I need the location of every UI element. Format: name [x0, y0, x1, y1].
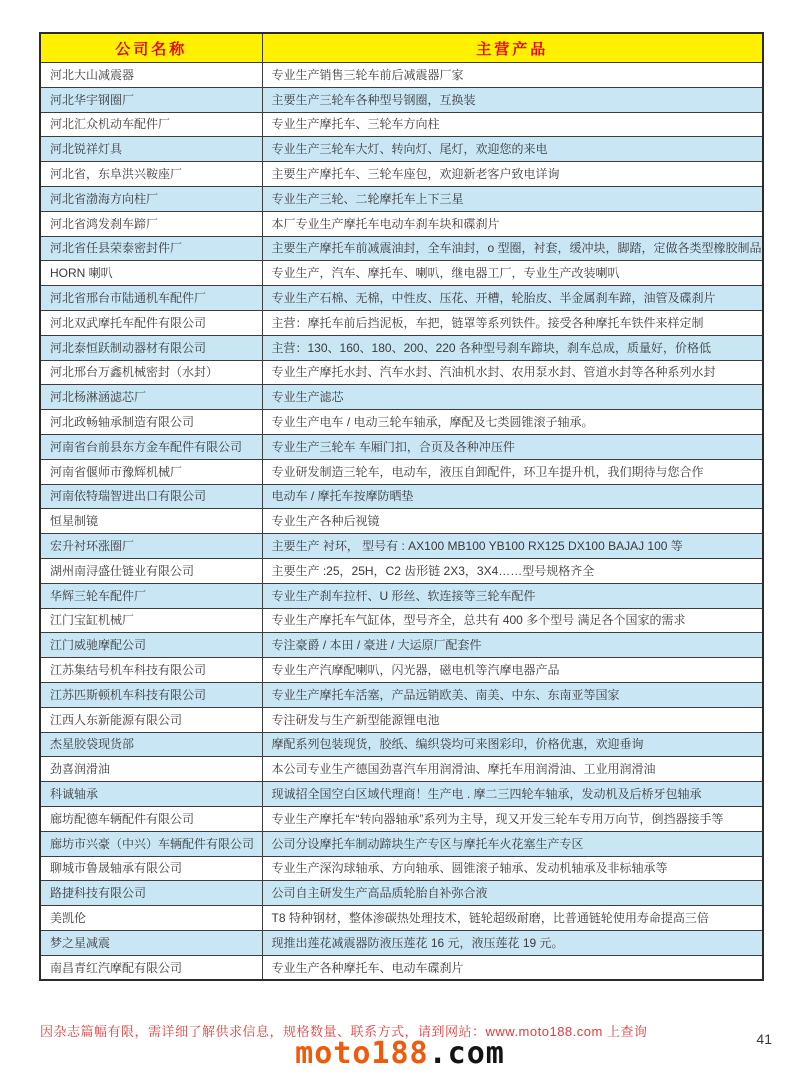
main-products-cell: 专业生产各种摩托车、电动车碟刹片 — [262, 955, 763, 980]
company-name-cell: 美凯伦 — [40, 906, 262, 931]
table-row — [40, 87, 763, 112]
company-name-cell: 杰星胶袋现货部 — [40, 732, 262, 757]
table-row — [40, 509, 763, 534]
main-products-cell: 摩配系列包装现货，胶纸、编织袋均可来图彩印，价格优惠，欢迎垂询 — [262, 732, 763, 757]
table-row — [40, 385, 763, 410]
main-products-cell: 专业生产各种后视镜 — [262, 509, 763, 534]
company-name-cell: 南昌青红汽摩配有限公司 — [40, 955, 262, 980]
company-name-cell: 河北泰恒跃制动器材有限公司 — [40, 335, 262, 360]
main-products-cell: 专业研发制造三轮车，电动车，液压自卸配件，环卫车提升机，我们期待与您合作 — [262, 459, 763, 484]
table-row — [40, 186, 763, 211]
company-name-cell: 宏升衬环涨圈厂 — [40, 534, 262, 559]
main-products-cell: 专业生产摩托水封、汽车水封、汽油机水封、农用泵水封、管道水封等各种系列水封 — [262, 360, 763, 385]
company-name-cell: 河北省渤海方向柱厂 — [40, 186, 262, 211]
table-row — [40, 682, 763, 707]
table-body — [40, 63, 763, 981]
table-row — [40, 434, 763, 459]
table-row — [40, 906, 763, 931]
table-row — [40, 410, 763, 435]
company-name-cell: 河北政畅轴承制造有限公司 — [40, 410, 262, 435]
table-row — [40, 335, 763, 360]
logo-brand-text: moto188 — [295, 1036, 429, 1071]
main-products-cell: 主要生产 衬环， 型号有 : AX100 MB100 YB100 RX125 DX100 BAJAJ 100 等 — [262, 534, 763, 559]
main-products-cell: 主要生产 :25，25H，C2 齿形链 2X3，3X4……型号规格齐全 — [262, 558, 763, 583]
table-row — [40, 856, 763, 881]
table-row — [40, 732, 763, 757]
main-products-cell: 专业生产三轮车 车厢门扣，合页及各种冲压件 — [262, 434, 763, 459]
table-row — [40, 881, 763, 906]
company-name-cell: 恒星制镜 — [40, 509, 262, 534]
supplier-directory — [39, 32, 762, 981]
footer-notice: 因杂志篇幅有限，需详细了解供求信息，规格数量、联系方式，请到网站：www.moto188.com 上查询 — [40, 1024, 648, 1039]
table-row — [40, 757, 763, 782]
table-row — [40, 261, 763, 286]
main-products-cell: T8 特种钢材，整体渗碳热处理技术，链轮超级耐磨，比普通链轮使用寿命提高三倍 — [262, 906, 763, 931]
column-header-company: 公司名称 — [40, 33, 262, 63]
main-products-cell: 专业生产摩托车活塞，产品远销欧美、南美、中东、东南亚等国家 — [262, 682, 763, 707]
company-name-cell: 江门宝缸机械厂 — [40, 608, 262, 633]
company-name-cell: 河南省偃师市豫辉机械厂 — [40, 459, 262, 484]
main-products-cell: 主要生产摩托车前减震油封，全车油封，o 型圈，衬套，缓冲块，脚踏，定做各类型橡胶制品 — [262, 236, 763, 261]
table-row — [40, 955, 763, 980]
company-name-cell: 华辉三轮车配件厂 — [40, 583, 262, 608]
main-products-cell: 专业生产石棉、无棉，中性皮、压花、开槽，轮胎皮、半金属刹车蹄，油管及碟刹片 — [262, 286, 763, 311]
page-number: 41 — [756, 1031, 772, 1047]
table-row — [40, 806, 763, 831]
company-name-cell: 河北杨淋涵滤芯厂 — [40, 385, 262, 410]
main-products-cell: 主要生产三轮车各种型号钢圈，互换装 — [262, 87, 763, 112]
table-row — [40, 558, 763, 583]
table-row — [40, 162, 763, 187]
company-name-cell: 科诚轴承 — [40, 782, 262, 807]
main-products-cell: 专业生产刹车拉杆、U 形丝、软连接等三轮车配件 — [262, 583, 763, 608]
main-products-cell: 本公司专业生产德国劲喜汽车用润滑油、摩托车用润滑油、工业用润滑油 — [262, 757, 763, 782]
table-row — [40, 484, 763, 509]
table-row — [40, 930, 763, 955]
company-name-cell: 河北省，东阜洪兴鞍座厂 — [40, 162, 262, 187]
main-products-cell: 专业生产滤芯 — [262, 385, 763, 410]
main-products-cell: 专业生产摩托车气缸体，型号齐全，总共有 400 多个型号 满足各个国家的需求 — [262, 608, 763, 633]
company-name-cell: 河北双武摩托车配件有限公司 — [40, 310, 262, 335]
company-name-cell: 廊坊市兴豪（中兴）车辆配件有限公司 — [40, 831, 262, 856]
main-products-cell: 专注研发与生产新型能源锂电池 — [262, 707, 763, 732]
company-name-cell: 河北华宇钢圈厂 — [40, 87, 262, 112]
company-name-cell: 河南依特瑞智进出口有限公司 — [40, 484, 262, 509]
table-row — [40, 534, 763, 559]
main-products-cell: 专业生产电车 / 电动三轮车轴承，摩配及七类圆锥滚子轴承。 — [262, 410, 763, 435]
main-products-cell: 公司自主研发生产高品质轮胎自补弥合液 — [262, 881, 763, 906]
table-row — [40, 583, 763, 608]
company-name-cell: 河北锐祥灯具 — [40, 137, 262, 162]
table-row — [40, 782, 763, 807]
company-name-cell: 聊城市鲁晟轴承有限公司 — [40, 856, 262, 881]
main-products-cell: 现诚招全国空白区域代理商！生产电 . 摩二三四轮车轴承，发动机及后桥牙包轴承 — [262, 782, 763, 807]
column-header-products: 主营产品 — [262, 33, 763, 63]
table-row — [40, 633, 763, 658]
company-name-cell: 河南省台前县东方金车配件有限公司 — [40, 434, 262, 459]
table-row — [40, 360, 763, 385]
company-name-cell: 路捷科技有限公司 — [40, 881, 262, 906]
main-products-cell: 现推出莲花减震器防液压莲花 16 元，液压莲花 19 元。 — [262, 930, 763, 955]
company-name-cell: 江门威驰摩配公司 — [40, 633, 262, 658]
main-products-cell: 电动车 / 摩托车按摩防晒垫 — [262, 484, 763, 509]
company-name-cell: 河北邢台万鑫机械密封（水封） — [40, 360, 262, 385]
main-products-cell: 专业生产，汽车、摩托车、喇叭，继电器工厂，专业生产改装喇叭 — [262, 261, 763, 286]
table-row — [40, 211, 763, 236]
main-products-cell: 主要生产摩托车、三轮车座包，欢迎新老客户致电详询 — [262, 162, 763, 187]
table-row — [40, 608, 763, 633]
main-products-cell: 本厂专业生产摩托车电动车刹车块和碟刹片 — [262, 211, 763, 236]
company-name-cell: 河北省邢台市陆通机车配件厂 — [40, 286, 262, 311]
table-header-row — [40, 33, 763, 63]
company-name-cell: 湖州南浔盛仕链业有限公司 — [40, 558, 262, 583]
main-products-cell: 专业生产摩托车“转向器轴承”系列为主导，现又开发三轮车专用万向节，倒挡器接手等 — [262, 806, 763, 831]
main-products-cell: 专业生产摩托车、三轮车方向柱 — [262, 112, 763, 137]
table-row — [40, 459, 763, 484]
logo-tld-text: .com — [428, 1036, 505, 1071]
company-name-cell: 廊坊配德车辆配件有限公司 — [40, 806, 262, 831]
main-products-cell: 专业生产三轮车大灯、转向灯、尾灯，欢迎您的来电 — [262, 137, 763, 162]
moto188-logo — [0, 1036, 800, 1071]
table-row — [40, 707, 763, 732]
company-name-cell: HORN 喇叭 — [40, 261, 262, 286]
main-products-cell: 专业生产深沟球轴承、方向轴承、圆锥滚子轴承、发动机轴承及非标轴承等 — [262, 856, 763, 881]
table-row — [40, 63, 763, 88]
company-name-cell: 河北省任县荣泰密封件厂 — [40, 236, 262, 261]
company-name-cell: 河北大山减震器 — [40, 63, 262, 88]
main-products-cell: 专业生产汽摩配喇叭，闪光器，磁电机等汽摩电器产品 — [262, 658, 763, 683]
company-name-cell: 梦之星减震 — [40, 930, 262, 955]
company-name-cell: 劲喜润滑油 — [40, 757, 262, 782]
table-row — [40, 137, 763, 162]
main-products-cell: 主营：130、160、180、200、220 各种型号刹车蹄块，刹车总成，质量好，价格低 — [262, 335, 763, 360]
table-row — [40, 236, 763, 261]
company-name-cell: 河北汇众机动车配件厂 — [40, 112, 262, 137]
company-name-cell: 河北省鸿发刹车蹄厂 — [40, 211, 262, 236]
company-name-cell: 江苏集结号机车科技有限公司 — [40, 658, 262, 683]
table-row — [40, 310, 763, 335]
main-products-cell: 专注豪爵 / 本田 / 豪进 / 大运原厂配套件 — [262, 633, 763, 658]
main-products-cell: 公司分设摩托车制动蹄块生产专区与摩托车火花塞生产专区 — [262, 831, 763, 856]
table-row — [40, 658, 763, 683]
company-name-cell: 江西人东新能源有限公司 — [40, 707, 262, 732]
main-products-cell: 专业生产销售三轮车前后减震器厂家 — [262, 63, 763, 88]
table-row — [40, 831, 763, 856]
main-products-cell: 主营：摩托车前后挡泥板，车把，链罩等系列铁件。接受各种摩托车铁件来样定制 — [262, 310, 763, 335]
table-row — [40, 286, 763, 311]
company-table — [39, 32, 764, 981]
table-row — [40, 112, 763, 137]
company-name-cell: 江苏匹斯顿机车科技有限公司 — [40, 682, 262, 707]
main-products-cell: 专业生产三轮、二轮摩托车上下三星 — [262, 186, 763, 211]
